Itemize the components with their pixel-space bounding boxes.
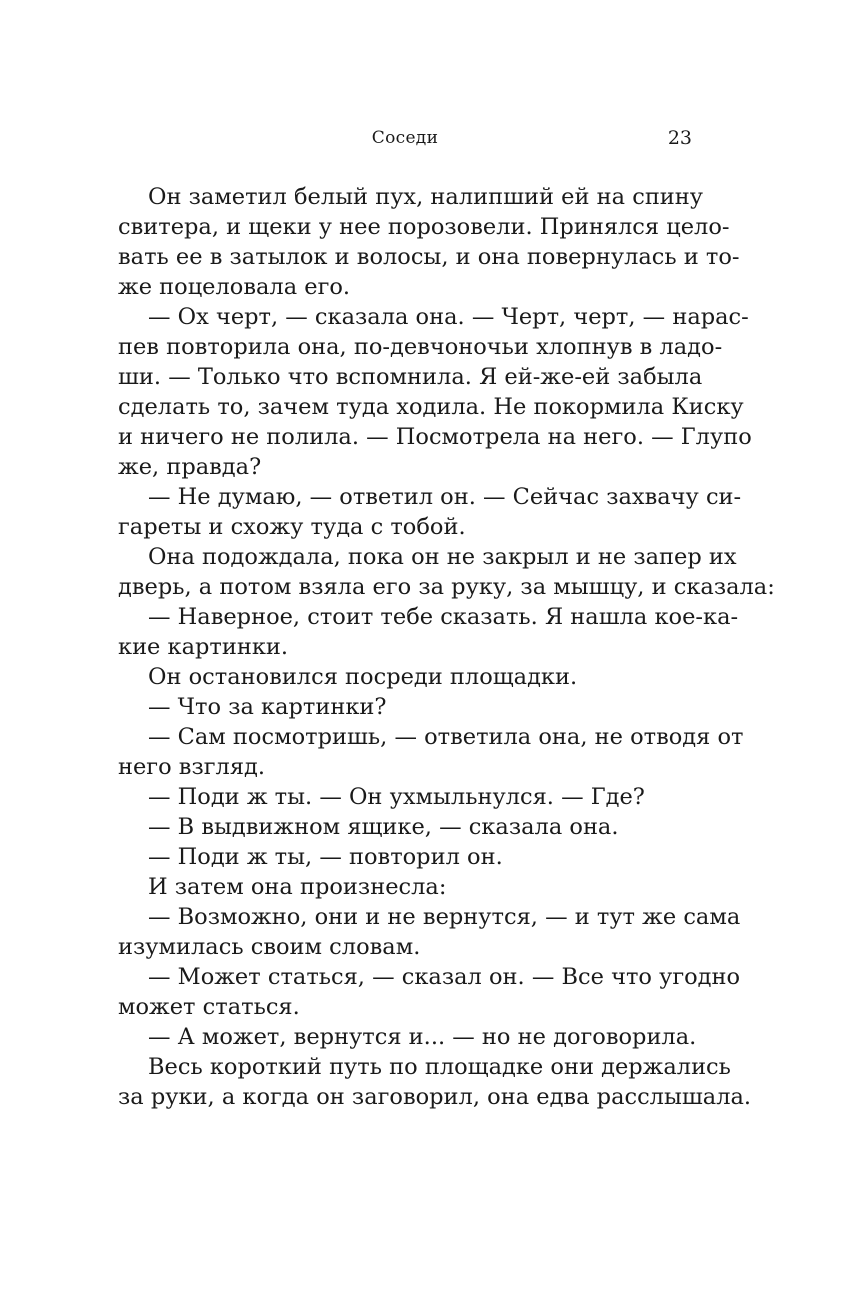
body-text	[118, 182, 775, 1112]
text-line: за руки, а когда он заговорил, она едва расслышала.	[118, 1084, 752, 1110]
text-line: — А может, вернутся и... — но не договорила.	[148, 1024, 697, 1050]
text-line: свитера, и щеки у нее порозовели. Принялся цело-	[118, 214, 730, 240]
text-line: — Что за картинки?	[148, 694, 387, 720]
text-line: изумилась своим словам.	[118, 934, 421, 960]
text-line: — Ох черт, — сказала она. — Черт, черт, — нарас-	[148, 304, 749, 330]
text-line: пев повторила она, по-девчоночьи хлопнув в ладо-	[118, 334, 723, 360]
text-line: сделать то, зачем туда ходила. Не покормила Киску	[118, 394, 744, 420]
text-line: — Не думаю, — ответил он. — Сейчас захвачу си-	[148, 484, 742, 510]
text-line: дверь, а потом взяла его за руку, за мышцу, и сказала:	[118, 574, 775, 600]
text-line: — Может статься, — сказал он. — Все что угодно	[148, 964, 741, 990]
text-line: него взгляд.	[118, 754, 266, 780]
text-line: — В выдвижном ящике, — сказала она.	[148, 814, 619, 840]
text-line: Он заметил белый пух, налипший ей на спину	[148, 184, 704, 210]
text-line: — Наверное, стоит тебе сказать. Я нашла кое-ка-	[148, 604, 739, 630]
text-line: может статься.	[118, 994, 300, 1020]
text-line: Весь короткий путь по площадке они держались	[148, 1054, 731, 1080]
text-line: — Поди ж ты. — Он ухмыльнулся. — Где?	[148, 784, 645, 810]
text-line: же, правда?	[118, 454, 262, 480]
text-line: гареты и схожу туда с тобой.	[118, 514, 466, 540]
text-line: ши. — Только что вспомнила. Я ей-же-ей забыла	[118, 364, 703, 390]
text-line: Он остановился посреди площадки.	[148, 664, 578, 690]
text-line: Она подождала, пока он не закрыл и не запер их	[148, 544, 737, 570]
text-line: и ничего не полила. — Посмотрела на него. — Глупо	[118, 424, 752, 450]
text-line: — Возможно, они и не вернутся, — и тут же сама	[148, 904, 741, 930]
text-line: — Сам посмотришь, — ответила она, не отводя от	[148, 724, 744, 750]
text-line: кие картинки.	[118, 634, 289, 660]
text-line: И затем она произнесла:	[148, 874, 447, 900]
text-line: вать ее в затылок и волосы, и она повернулась и то-	[118, 244, 740, 270]
running-title: Соседи	[371, 128, 439, 148]
text-line: же поцеловала его.	[118, 274, 351, 300]
page-number: 23	[667, 127, 692, 149]
text-line: — Поди ж ты, — повторил он.	[148, 844, 503, 870]
page-header	[118, 126, 692, 150]
